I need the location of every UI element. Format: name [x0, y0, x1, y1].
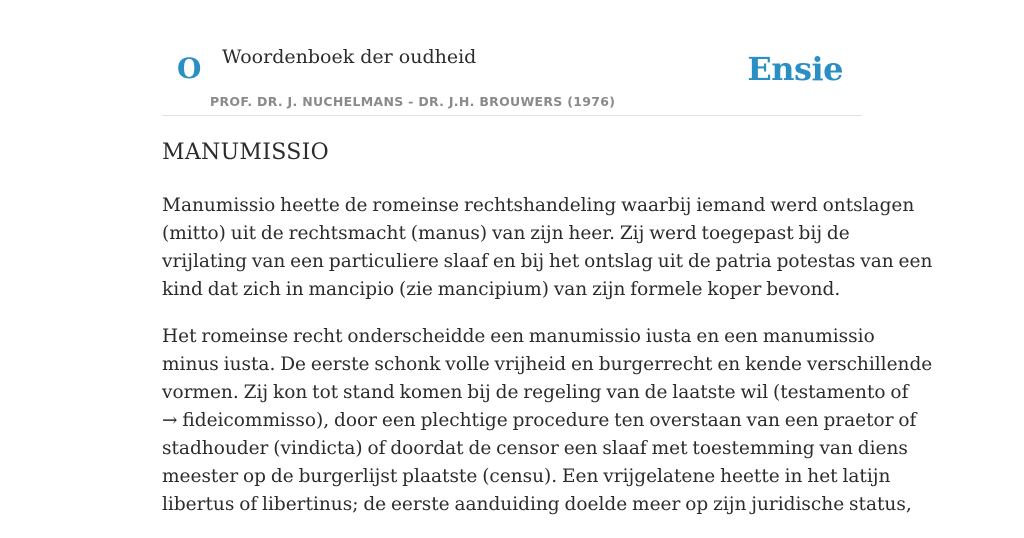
text-line: meester op de burgerlijst plaatste (censu). Een vrijgelatene heette in het latijn: [162, 466, 891, 487]
text-line: minus iusta. De eerste schonk volle vrijheid en burgerrecht en kende verschillende: [162, 354, 933, 375]
entry-headword: MANUMISSIO: [162, 140, 329, 165]
text-line: vrijlating van een particuliere slaaf en bij het ontslag uit de patria potestas van een: [162, 251, 933, 272]
book-header: [162, 0, 862, 116]
text-line: stadhouder (vindicta) of doordat de censor een slaaf met toestemming van diens: [162, 438, 908, 459]
book-authors: PROF. DR. J. NUCHELMANS - DR. J.H. BROUWERS (1976): [210, 94, 616, 109]
ensie-logo[interactable]: Ensie: [747, 50, 843, 88]
page-content: [162, 0, 933, 515]
paragraph-2: [162, 323, 933, 519]
text-line: vormen. Zij kon tot stand komen bij de regeling van de laatste wil (testamento of: [162, 382, 909, 403]
text-line: kind dat zich in mancipio (zie mancipium) van zijn formele koper bevond.: [162, 279, 841, 300]
letter-index-icon[interactable]: O: [177, 52, 202, 85]
entry-article: [162, 192, 933, 538]
book-title[interactable]: Woordenboek der oudheid: [222, 46, 477, 68]
fideicommisso-link[interactable]: → fideicommisso): [162, 410, 324, 431]
text-line: Manumissio heette de romeinse rechtshandeling waarbij iemand werd ontslagen: [162, 195, 915, 216]
text-line: libertus of libertinus; de eerste aanduiding doelde meer op zijn juridische status,: [162, 494, 912, 515]
paragraph-1: [162, 192, 933, 304]
text-fragment: , door een plechtige procedure ten overstaan van een praetor of: [323, 410, 917, 431]
text-line: (mitto) uit de rechtsmacht (manus) van zijn heer. Zij werd toegepast bij de: [162, 223, 850, 244]
text-line: [162, 407, 917, 435]
text-line: Het romeinse recht onderscheidde een manumissio iusta en een manumissio: [162, 326, 875, 347]
